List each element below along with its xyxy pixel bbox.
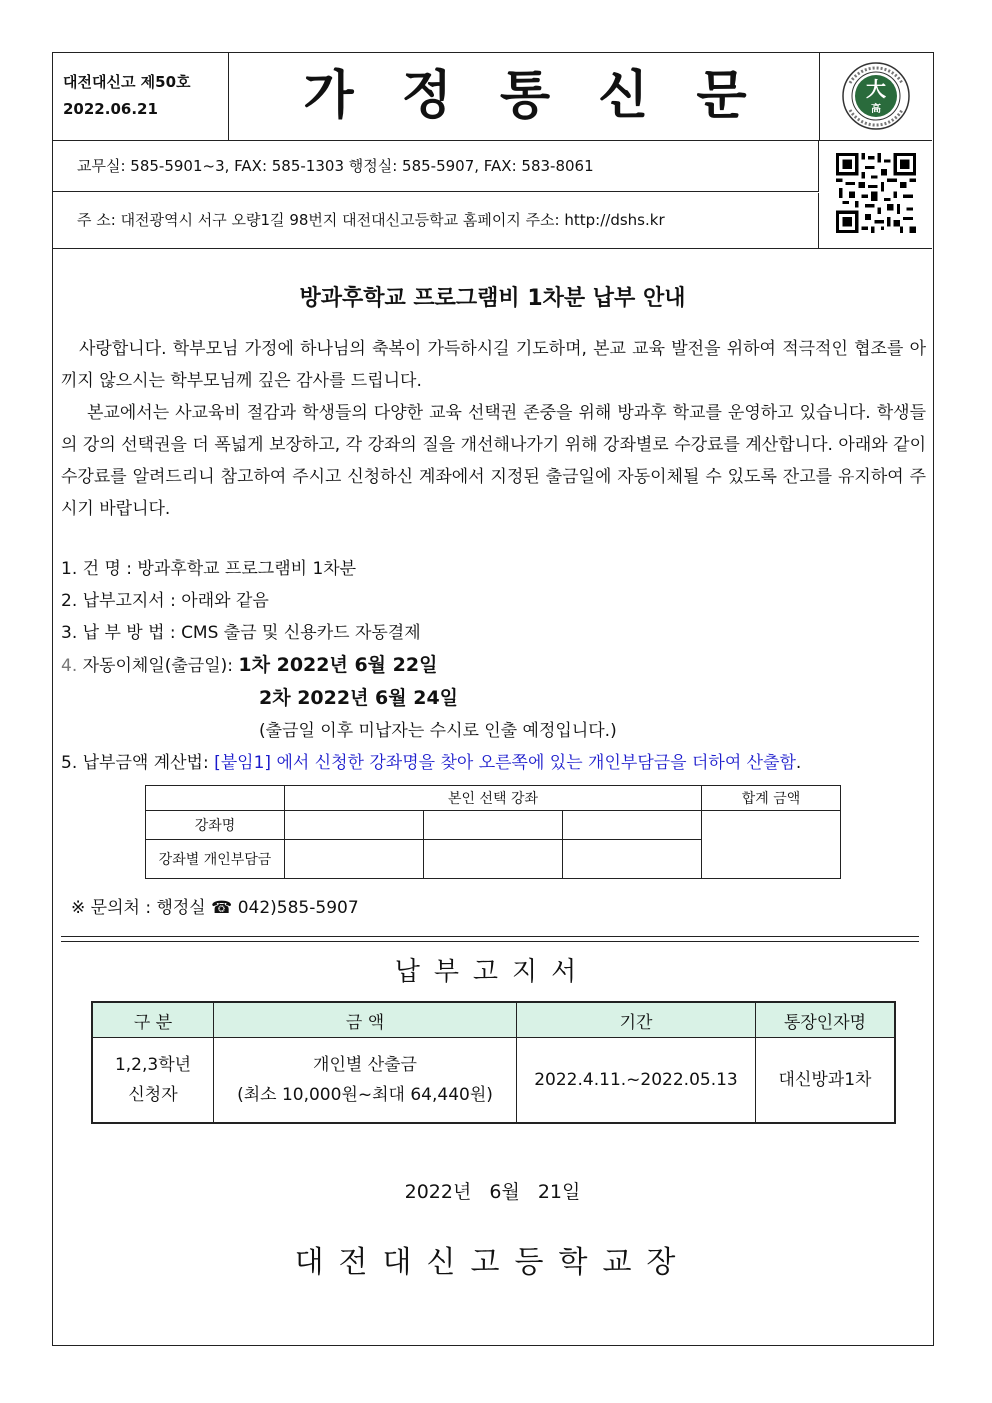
item-4-first-date: 1차 2022년 6월 22일 — [238, 654, 438, 676]
issue-date-footer: 2022년 6월 21일 — [404, 1181, 581, 1203]
school-emblem-icon — [820, 53, 933, 140]
intro-paragraph: 사랑합니다. 학부모님 가정에 하나님의 축복이 가득하시길 기도하며, 본교 교육 발전을 위하여 적극적인 협조를 아끼지 않으시는 학부모님께 깊은 감사를 드립니다. — [61, 339, 926, 391]
notice-amount: 개인별 산출금 (최소 10,000원~최대 64,440원) — [214, 1038, 517, 1124]
page-title: 가정통신문 — [303, 66, 795, 126]
header — [53, 53, 932, 141]
item-4-note: (출금일 이후 미납자는 수시로 인출 예정입니다.) — [259, 721, 617, 741]
notice-heading: 방과후학교 프로그램비 1차분 납부 안내 — [299, 286, 686, 311]
logo-char: 大 — [866, 77, 886, 101]
notice-header-period: 기간 — [517, 1002, 756, 1038]
notice-header-account: 통장인자명 — [756, 1002, 896, 1038]
course-table — [145, 785, 841, 879]
notice-category: 1,2,3학년 신청자 — [92, 1038, 214, 1124]
contact-line: 교무실: 585-5901~3, FAX: 585-1303 행정실: 585-5907, FAX: 583-8061 — [53, 141, 819, 192]
notice-account-name: 대신방과1차 — [756, 1038, 896, 1124]
double-divider — [61, 936, 919, 942]
item-2-value: 아래와 같음 — [181, 591, 269, 611]
item-1: 1. 건 명 : 방과후학교 프로그램비 1차분 — [61, 559, 357, 579]
address-line: 주 소: 대전광역시 서구 오량1길 98번지 대전대신고등학교 홈페이지 주소: http://dshs.kr — [53, 193, 819, 248]
inquiry-phone: 042)585-5907 — [232, 898, 359, 918]
item-3: 3. 납 부 방 법 : CMS 출금 및 신용카드 자동결제 — [61, 623, 421, 643]
course-fee-cell[interactable] — [563, 840, 702, 879]
item-5: 5. 납부금액 계산법: [붙임1] 에서 신청한 강좌명을 찾아 오른쪽에 있는 개인부담금을 더하여 산출함. — [61, 753, 802, 773]
course-name-cell[interactable] — [424, 811, 563, 840]
payment-notice-table — [91, 1001, 896, 1124]
header-divider — [53, 248, 932, 249]
qr-code-icon[interactable] — [836, 153, 916, 233]
issue-date: 2022.06.21 — [63, 100, 158, 118]
course-name-label: 강좌명 — [146, 811, 285, 840]
issue-number: 대전대신고 제50호 — [63, 73, 191, 91]
item-4: 4. 자동이체일(출금일): 1차 2022년 6월 22일 — [61, 654, 438, 676]
principal-signature: 대전대신고등학교장 — [294, 1245, 691, 1280]
item-4-second — [61, 682, 929, 715]
item-1-value: 방과후학교 프로그램비 1차분 — [137, 559, 357, 579]
body-paragraph: 본교에서는 사교육비 절감과 학생들의 다양한 교육 선택권 존중을 위해 방과후 학교를 운영하고 있습니다. 학생들의 강의 선택권을 더 폭넓게 보장하고, 각 강좌의 질을 개선해나가기 위해 강좌별로 수강료를 계산합니다. 아래와 같이 수강료를 알려드리니 참고하여 주시고 신청하신 계좌에서 지정된 출금일에 자동이체될 수 있도록 잔고를 유지하여 주시기 바랍니다. — [61, 403, 926, 519]
item-3-value: CMS 출금 및 신용카드 자동결제 — [181, 623, 421, 643]
course-table-header-total: 합계 금액 — [702, 786, 841, 811]
item-5-value: [붙임1] 에서 신청한 강좌명을 찾아 오른쪽에 있는 개인부담금을 더하여 산출함 — [214, 753, 796, 773]
course-fee-cell[interactable] — [424, 840, 563, 879]
item-4-second-date: 2차 2022년 6월 24일 — [259, 687, 459, 709]
course-table-header-selected: 본인 선택 강좌 — [285, 786, 702, 811]
inquiry-contact: ※ 문의처 : 행정실 ☎ 042)585-5907 — [71, 898, 359, 918]
course-fee-cell[interactable] — [285, 840, 424, 879]
course-name-cell[interactable] — [285, 811, 424, 840]
phone-icon: ☎ — [211, 898, 233, 918]
notice-period: 2022.4.11.~2022.05.13 — [517, 1038, 756, 1124]
course-fee-label: 강좌별 개인부담금 — [146, 840, 285, 879]
notice-header-amount: 금 액 — [214, 1002, 517, 1038]
item-2: 2. 납부고지서 : 아래와 같음 — [61, 591, 269, 611]
issue-info — [53, 53, 229, 140]
item-list — [61, 553, 929, 779]
total-amount-cell[interactable] — [702, 811, 841, 879]
document-frame — [52, 52, 934, 1346]
notice-header-category: 구 분 — [92, 1002, 214, 1038]
logo-sub-char: 高 — [871, 104, 881, 115]
school-logo-cell — [819, 53, 933, 140]
payment-notice-title: 납부고지서 — [394, 957, 591, 987]
course-name-cell[interactable] — [563, 811, 702, 840]
